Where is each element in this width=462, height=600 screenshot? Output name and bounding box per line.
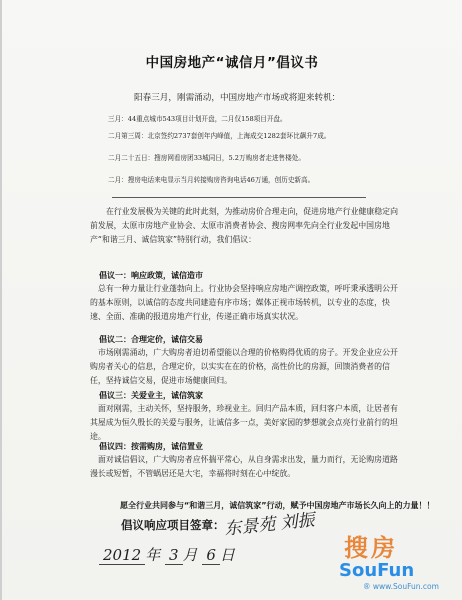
soufun-watermark-url: ® www.SouFun.com [363, 582, 439, 591]
date-year: 2012 [99, 546, 145, 565]
stat-line-feb25: 二月二十五日：搜房网看房团33城同日，5.2万购房者走进售楼处。 [108, 154, 305, 162]
handwritten-signature: 东景苑 刘振 [223, 510, 316, 540]
stat-line-week3: 二月第三周：北京签约2737套创年内峰值，上海成交1282套环比飙升7成。 [108, 132, 331, 140]
paragraph-proposal-4: 面对诚信倡议，广大购房者应怀揣平常心，从自身需求出发，量力而行，无论购房道路漫长或短暂，不管蜗居还是大宅，幸福将时刻在心中绽放。 [90, 455, 398, 478]
soufun-watermark-chinese: 搜房 [344, 534, 398, 562]
intro-line: 阳春三月，刚需涌动，中国房地产市场或将迎来转机： [134, 93, 341, 103]
signature-label: 倡议响应项目签章： [121, 518, 225, 532]
date-day-suffix: 日 [219, 546, 235, 564]
paragraph-intro: 在行业发展极为关键的此时此刻，为推动房价合理走向，促进房地产行业健康稳定向前发展，太原市房地产业协会、太原市消费者协会、搜房网率先向全行业发起中国房地产“和谐三月、诚信筑家”特别行动，我们倡议： [90, 207, 398, 244]
heading-proposal-1: 倡议一：响应政策，诚信造市 [99, 271, 203, 280]
divider-line [112, 197, 366, 198]
heading-proposal-3: 倡议三：关爱业主，诚信筑家 [99, 391, 203, 400]
date-day: 6 [202, 546, 220, 565]
stat-line-feb: 二月：搜房电话来电显示当月转接购房咨询电话46万通，创历史新高。 [108, 176, 315, 184]
paragraph-proposal-3: 面对刚需，主动关怀，坚持服务，珍视业主。回归产品本质，回归客户本质，让居者有其屋成为恒久殷长的关爱与服务，让诚信多一点，美好家园的梦想就会点亮行业前行的坦途。 [90, 404, 398, 441]
signing-date [99, 544, 235, 565]
stat-line-march: 三月：44重点城市543项目计划开盘，二月仅158项目开盘。 [108, 115, 287, 123]
heading-proposal-4: 倡议四：按需购房，诚信置业 [99, 442, 203, 451]
date-month: 3 [165, 546, 183, 565]
date-year-suffix: 年 [145, 546, 161, 564]
date-month-suffix: 月 [182, 546, 198, 564]
paragraph-proposal-2: 市场刚需涌动，广大购房者迫切希望能以合理的价格购得优质的房子。开发企业应公开购房者关心的信息，合理定价，以实实在在的价格，高性价比的房源，回馈消费者的信任，坚持诚信交易，促进市场健康回归。 [90, 348, 398, 385]
soufun-watermark-logo: SouFun [339, 560, 415, 581]
paragraph-proposal-1: 总有一种力量让行业蓬勃向上。行业协会坚持响应房地产调控政策，呼吁秉承透明公开的基本原则，以诚信的态度共同建造有序市场；媒体正视市场转机，以专业的态度，快速、全面、准确的报道房地产行业，传递正确市场真实状况。 [90, 284, 398, 321]
document-title: 中国房地产“诚信月”倡议书 [145, 55, 319, 71]
closing-statement: 愿全行业共同参与“和谐三月，诚信筑家”行动，赋予中国房地产市场长久向上的力量！！ [120, 501, 435, 510]
heading-proposal-2: 倡议二：合理定价，诚信交易 [99, 335, 203, 344]
